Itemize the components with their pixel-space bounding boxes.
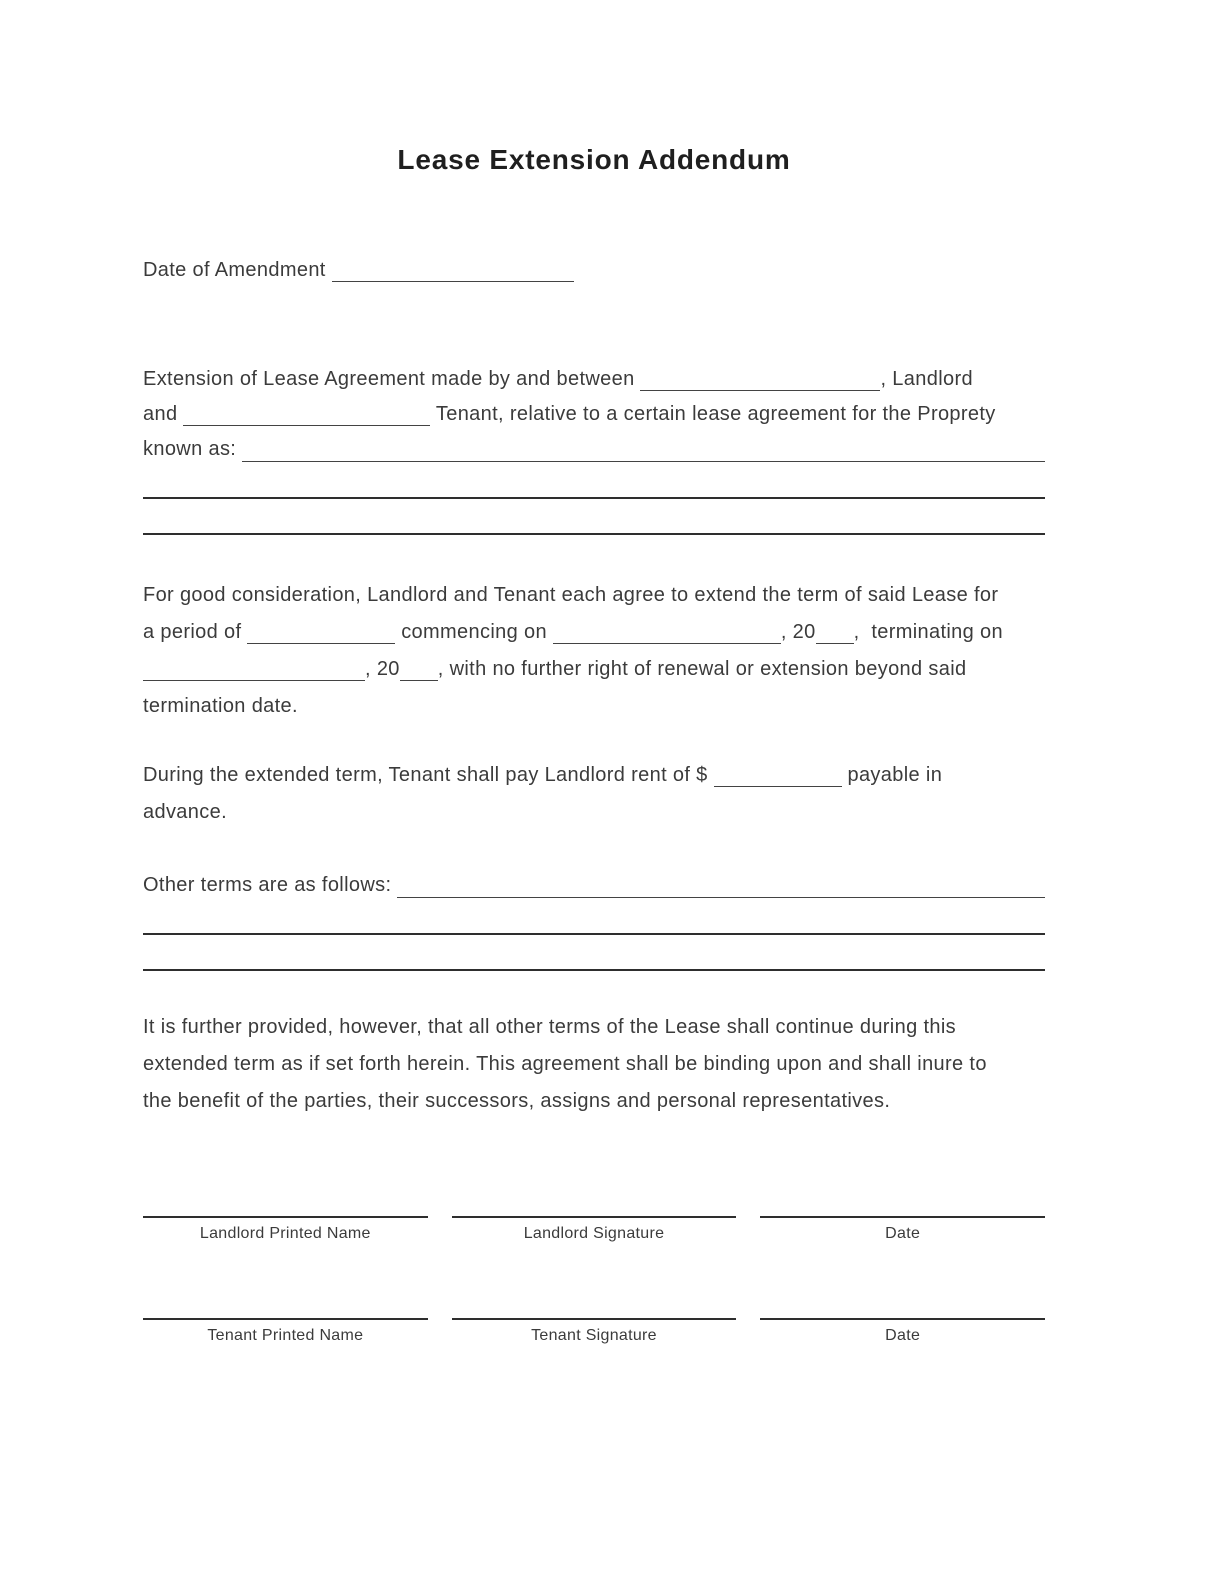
tenant-printed-name-col [143,1282,428,1348]
landlord-printed-name-label: Landlord Printed Name [199,1225,371,1242]
term-text-2: commencing on [395,621,553,643]
termination-year-blank[interactable] [400,657,438,681]
other-terms-line-3[interactable] [143,935,1045,971]
landlord-date-col [760,1180,1045,1246]
other-terms-blank[interactable] [397,868,1045,898]
rent-paragraph [143,757,1045,831]
tenant-name-blank[interactable] [183,402,430,426]
commencement-year-blank[interactable] [816,620,854,644]
tenant-printed-name-label: Tenant Printed Name [207,1327,364,1344]
intro-line-1 [143,362,1045,397]
term-line-3 [143,651,1045,688]
intro-text-1: Extension of Lease Agreement made by and between [143,368,641,390]
term-text-6: , with no further right of renewal or extension beyond said [437,658,967,680]
landlord-printed-name-col [143,1180,428,1246]
term-line-4: termination date. [143,695,298,717]
term-text-4: , terminating on [853,621,1003,643]
landlord-signature-line[interactable] [452,1180,737,1218]
other-terms-line-1 [143,868,1045,903]
other-terms-label: Other terms are as follows: [143,874,398,896]
termination-date-blank[interactable] [143,657,365,681]
closing-paragraph [143,1009,1045,1120]
document-title: Lease Extension Addendum [397,144,791,175]
intro-text-4: Tenant, relative to a certain lease agreement for the Proprety [430,403,996,425]
tenant-date-label: Date [885,1327,921,1344]
term-extension-paragraph [143,577,1045,725]
other-terms-paragraph [143,868,1045,971]
commencement-date-blank[interactable] [553,620,781,644]
tenant-date-col [760,1282,1045,1348]
closing-line-3: the benefit of the parties, their successors, assigns and personal representatives. [143,1090,891,1112]
tenant-signature-row [143,1282,1045,1348]
landlord-signature-label: Landlord Signature [523,1225,665,1242]
landlord-printed-name-line[interactable] [143,1180,428,1218]
closing-line-1: It is further provided, however, that all other terms of the Lease shall continue during this [143,1016,956,1038]
property-known-as-blank[interactable] [242,432,1045,462]
closing-line-2: extended term as if set forth herein. This agreement shall be binding upon and shall inure to [143,1053,987,1075]
tenant-signature-block [143,1282,1045,1348]
landlord-signature-col [452,1180,737,1246]
intro-text-3: and [143,403,184,425]
rent-line-1 [143,757,1045,794]
known-as-label: known as: [143,438,243,460]
term-text-5: , 20 [365,658,400,680]
term-text-1: a period of [143,621,248,643]
tenant-printed-name-line[interactable] [143,1282,428,1320]
rent-amount-blank[interactable] [714,763,842,787]
rent-text-2: payable in [841,764,943,786]
property-line-2[interactable] [143,467,1045,499]
extension-intro-paragraph [143,362,1045,535]
term-line-1: For good consideration, Landlord and Tenant each agree to extend the term of said Lease for [143,584,999,606]
term-text-3: , 20 [780,621,816,643]
tenant-signature-line[interactable] [452,1282,737,1320]
landlord-name-blank[interactable] [640,367,880,391]
document-content [143,143,1045,1348]
property-line-3[interactable] [143,499,1045,535]
tenant-signature-col [452,1282,737,1348]
rent-line-2: advance. [143,801,227,823]
intro-line-2 [143,397,1045,432]
lease-period-blank[interactable] [247,620,395,644]
tenant-date-line[interactable] [760,1282,1045,1320]
landlord-date-label: Date [885,1225,921,1242]
date-of-amendment-row [143,253,1045,288]
other-terms-line-2[interactable] [143,903,1045,935]
intro-line-3 [143,432,1045,467]
intro-text-2: , Landlord [880,368,973,390]
tenant-signature-label: Tenant Signature [531,1327,657,1344]
date-of-amendment-label: Date of Amendment [143,259,332,281]
term-line-2 [143,614,1045,651]
date-of-amendment-blank[interactable] [332,258,574,282]
landlord-date-line[interactable] [760,1180,1045,1218]
landlord-signature-row [143,1180,1045,1246]
landlord-signature-block [143,1180,1045,1246]
rent-text-1: During the extended term, Tenant shall pay Landlord rent of $ [143,764,714,786]
